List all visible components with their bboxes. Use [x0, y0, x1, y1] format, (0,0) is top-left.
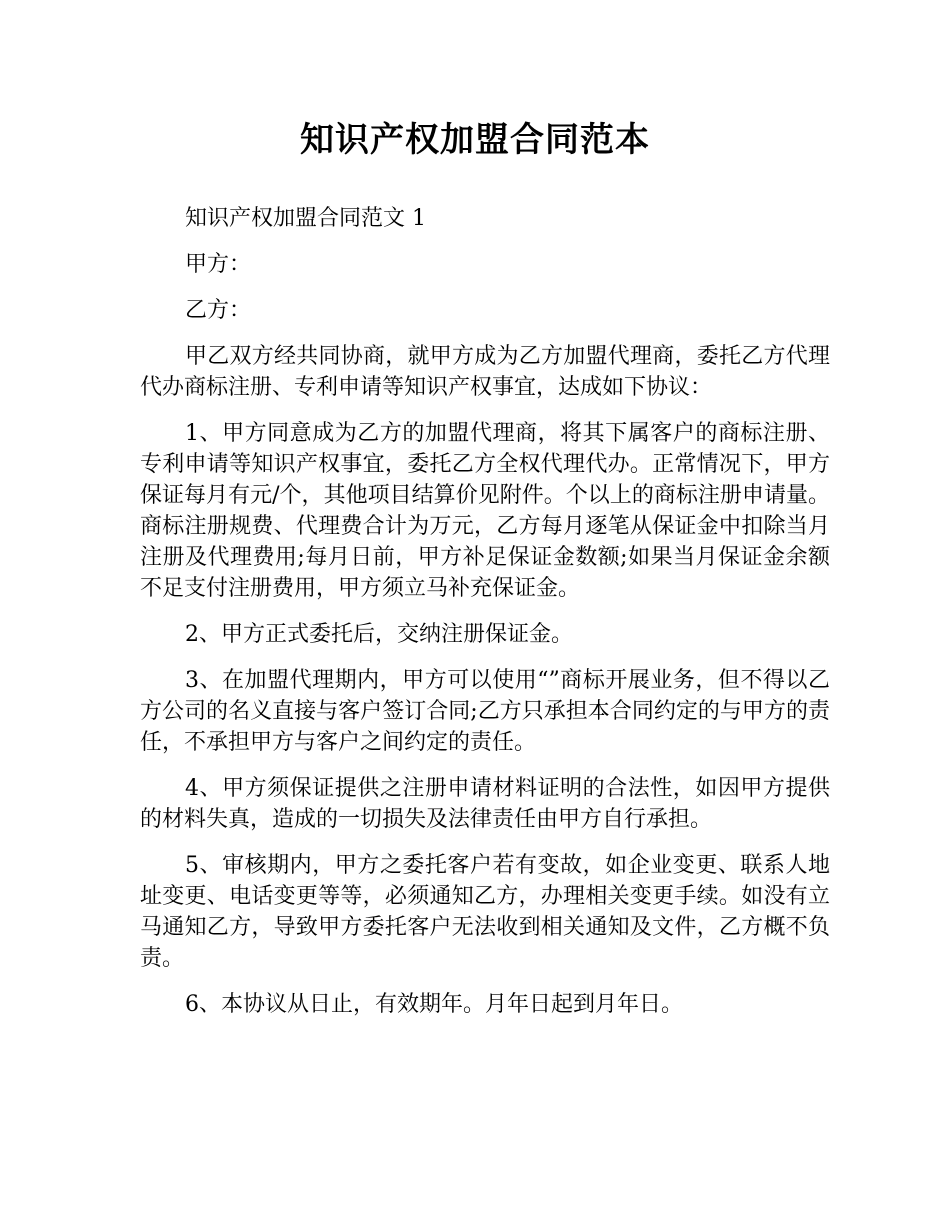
paragraph-clause-5: 5、审核期内，甲方之委托客户若有变故，如企业变更、联系人地址变更、电话变更等等，必须通知乙方，办理相关变更手续。如没有立马通知乙方，导致甲方委托客户无法收到相关通知及文件，乙方概不负责。 — [140, 853, 830, 971]
paragraph-preamble: 甲乙双方经共同协商，就甲方成为乙方加盟代理商，委托乙方代理代办商标注册、专利申请等知识产权事宜，达成如下协议： — [140, 344, 830, 400]
paragraph-clause-1: 1、甲方同意成为乙方的加盟代理商，将其下属客户的商标注册、专利申请等知识产权事宜，委托乙方全权代理代办。正常情况下，甲方保证每月有元/个，其他项目结算价见附件。个以上的商标注册申请量。商标注册规费、代理费合计为万元，乙方每月逐笔从保证金中扣除当月注册及代理费用;每月日前，甲方补足保证金数额;如果当月保证金余额不足支付注册费用，甲方须立马补充保证金。 — [140, 421, 830, 601]
paragraph-clause-2: 2、甲方正式委托后，交纳注册保证金。 — [185, 622, 573, 647]
paragraph-party-a: 甲方： — [185, 252, 252, 277]
paragraph-clause-4: 4、甲方须保证提供之注册申请材料证明的合法性，如因甲方提供的材料失真，造成的一切损失及法律责任由甲方自行承担。 — [140, 776, 830, 832]
document-body — [140, 203, 830, 1035]
document-title: 知识产权加盟合同范本 — [300, 120, 650, 160]
paragraph-party-b: 乙方： — [185, 298, 252, 323]
paragraph-clause-3: 3、在加盟代理期内，甲方可以使用“”商标开展业务，但不得以乙方公司的名义直接与客户签订合同;乙方只承担本合同约定的与甲方的责任，不承担甲方与客户之间约定的责任。 — [140, 668, 830, 755]
paragraph-heading: 知识产权加盟合同范文 1 — [185, 206, 426, 231]
paragraph-clause-6: 6、本协议从日止，有效期年。月年日起到月年日。 — [185, 992, 683, 1017]
